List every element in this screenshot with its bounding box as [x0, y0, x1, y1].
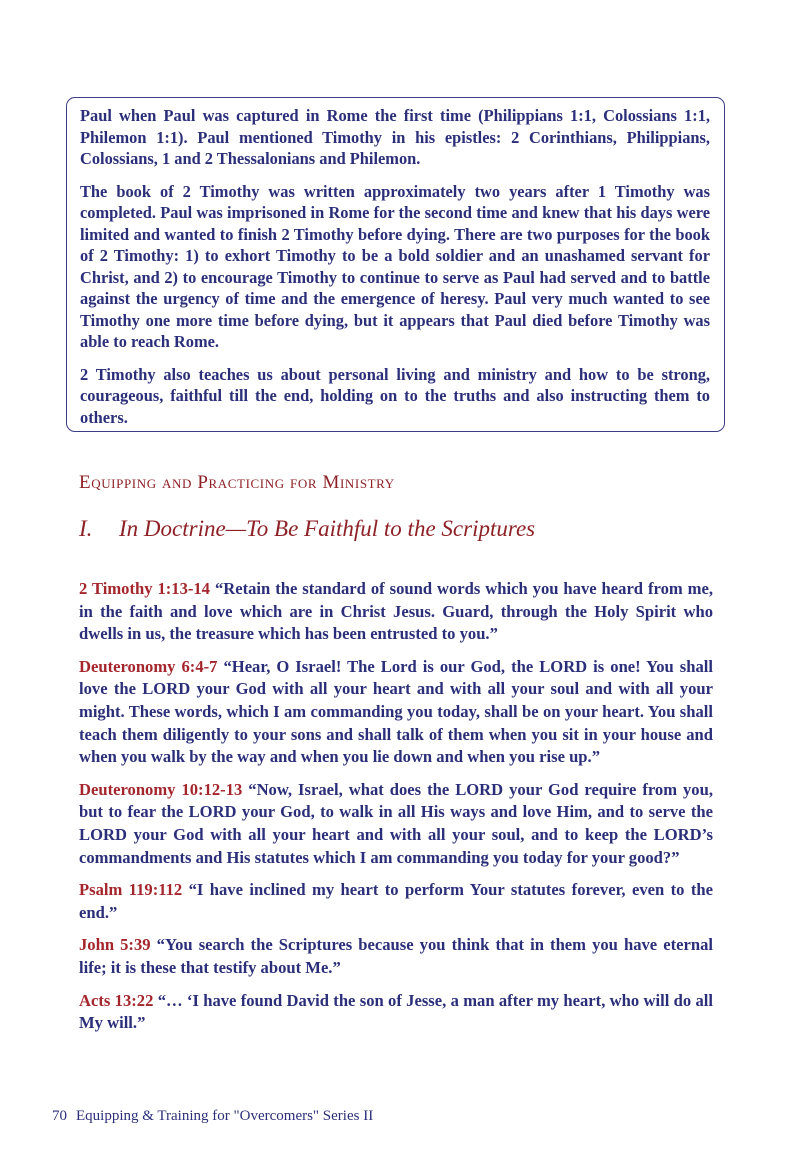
scripture-verse — [79, 879, 713, 924]
verse-text: “Now, Israel, what does the LORD your God require from you, but to fear the LORD your God, to walk in all His ways and love Him, and to serve the LORD your God with all your heart and with all your soul, and to keep the LORD’s commandments and His statutes which I am commanding you today for your good?” — [79, 779, 713, 867]
intro-text-box — [66, 97, 725, 432]
verse-reference: Deuteronomy 6:4-7 — [79, 656, 218, 676]
verse-text: “Retain the standard of sound words which you have heard from me, in the faith and love which are in Christ Jesus. Guard, through the Holy Spirit who dwells in us, the treasure which has been entrusted to you.” — [79, 579, 713, 644]
scripture-list — [79, 578, 713, 1045]
subheading — [79, 516, 535, 542]
verse-text: “I have inclined my heart to perform Your statutes forever, even to the end.” — [79, 880, 713, 922]
verse-text: “… ‘I have found David the son of Jesse, a man after my heart, who will do all My will.” — [79, 990, 713, 1033]
verse-text: “Hear, O Israel! The Lord is our God, the LORD is one! You shall love the LORD your God with all your heart and with all your soul and with all your might. These words, which I am commanding you today, shall be on your heart. You shall teach them diligently to your sons and shall talk of them when you sit in your house and when you walk by the way and when you lie down and when you rise up.” — [79, 656, 713, 767]
verse-reference: Deuteronomy 10:12-13 — [79, 779, 243, 799]
scripture-verse — [79, 990, 713, 1035]
verse-reference: Acts 13:22 — [79, 990, 154, 1010]
section-title: Equipping and Practicing for Ministry — [79, 472, 395, 493]
scripture-verse — [79, 578, 713, 646]
page-footer — [52, 1108, 373, 1125]
page-number: 70 — [52, 1108, 67, 1124]
intro-paragraph: 2 Timothy also teaches us about personal living and ministry and how to be strong, courageous, faithful till the end, holding on to the truths and also instructing them to others. — [80, 364, 710, 427]
verse-reference: 2 Timothy 1:13-14 — [79, 579, 210, 598]
intro-paragraph: Paul when Paul was captured in Rome the first time (Philippians 1:1, Colossians 1:1, Philemon 1:1). Paul mentioned Timothy in his epistles: 2 Corinthians, Philippians, Colossians, 1 and 2 Thessalonians and Philemon. — [80, 106, 710, 168]
verse-reference: Psalm 119:112 — [79, 880, 183, 900]
running-footer-title: Equipping & Training for "Overcomers" Series II — [76, 1108, 374, 1124]
subheading-number: I. — [79, 516, 93, 541]
scripture-verse — [79, 656, 713, 769]
verse-text: “You search the Scriptures because you think that in them you have eternal life; it is these that testify about Me.” — [79, 935, 714, 977]
scripture-verse — [79, 779, 713, 869]
scripture-verse — [79, 934, 713, 979]
verse-reference: John 5:39 — [79, 935, 151, 955]
intro-paragraph: The book of 2 Timothy was written approximately two years after 1 Timothy was completed. Paul was imprisoned in Rome for the second time and knew that his days were limited and wanted to finish 2 Timothy before dying. There are two purposes for the book of 2 Timothy: 1) to exhort Timothy to be a bold soldier and an unashamed servant for Christ, and 2) to encourage Timothy to continue to serve as Paul had served and to battle against the urgency of time and the emergence of heresy. Paul very much wanted to see Timothy one more time before dying, but it appears that Paul died before Timothy was able to reach Rome. — [80, 181, 710, 351]
subheading-text: In Doctrine—To Be Faithful to the Scriptures — [119, 516, 536, 541]
